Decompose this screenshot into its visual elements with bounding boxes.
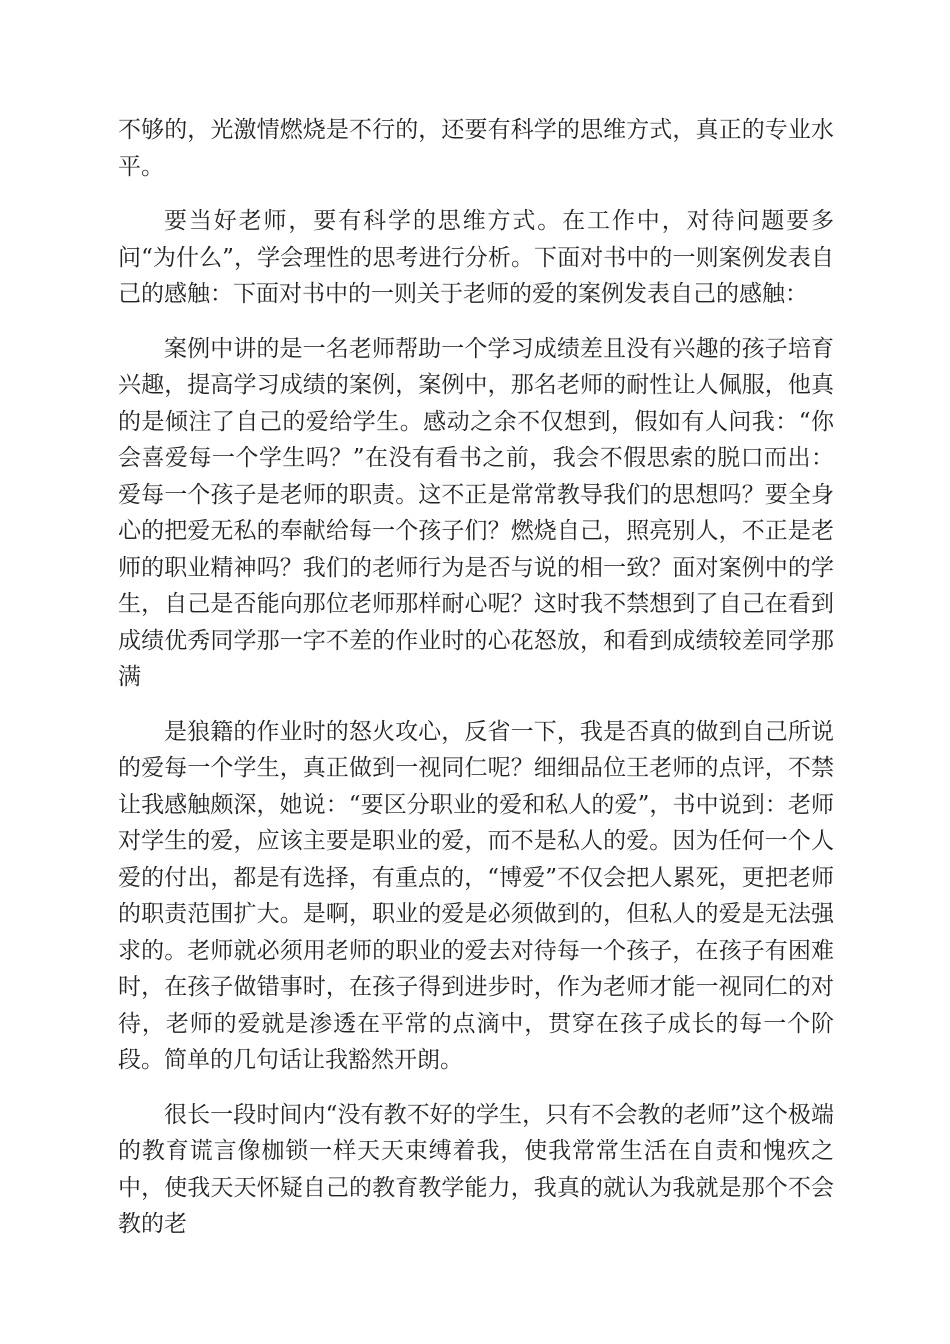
- paragraph-3: 案例中讲的是一名老师帮助一个学习成绩差且没有兴趣的孩子培育兴趣，提高学习成绩的案例，案例中，那名老师的耐性让人佩服，他真的是倾注了自己的爱给学生。感动之余不仅想到，假如有人问我：“你会喜爱每一个学生吗？”在没有看书之前，我会不假思索的脱口而出：爱每一个孩子是老师的职责。这不正是常常教导我们的思想吗？要全身心的把爱无私的奉献给每一个孩子们？燃烧自己，照亮别人，不正是老师的职业精神吗？我们的老师行为是否与说的相一致？面对案例中的学生，自己是否能向那位老师那样耐心呢？这时我不禁想到了自己在看到成绩优秀同学那一字不差的作业时的心花怒放，和看到成绩较差同学那满: [118, 335, 834, 690]
- document-body: [118, 112, 834, 1261]
- paragraph-5: 很长一段时间内“没有教不好的学生，只有不会教的老师”这个极端的教育谎言像枷锁一样天天束缚着我，使我常常生活在自责和愧疚之中，使我天天怀疑自己的教育教学能力，我真的就认为我就是那个不会教的老: [118, 1101, 834, 1237]
- paragraph-4: 是狼籍的作业时的怒火攻心，反省一下，我是否真的做到自己所说的爱每一个学生，真正做到一视同仁呢？细细品位王老师的点评，不禁让我感触颇深，她说：“要区分职业的爱和私人的爱”，书中说到：老师对学生的爱，应该主要是职业的爱，而不是私人的爱。因为任何一个人爱的付出，都是有选择，有重点的，“博爱”不仅会把人累死，更把老师的职责范围扩大。是啊，职业的爱是必须做到的，但私人的爱是无法强求的。老师就必须用老师的职业的爱去对待每一个孩子，在孩子有困难时，在孩子做错事时，在孩子得到进步时，作为老师才能一视同仁的对待，老师的爱就是渗透在平常的点滴中，贯穿在孩子成长的每一个阶段。简单的几句话让我豁然开朗。: [118, 718, 834, 1073]
- paragraph-2: 要当好老师，要有科学的思维方式。在工作中，对待问题要多问“为什么”，学会理性的思考进行分析。下面对书中的一则案例发表自己的感触：下面对书中的一则关于老师的爱的案例发表自己的感触：: [118, 208, 834, 307]
- paragraph-1: 不够的，光激情燃烧是不行的，还要有科学的思维方式，真正的专业水平。: [118, 117, 834, 180]
